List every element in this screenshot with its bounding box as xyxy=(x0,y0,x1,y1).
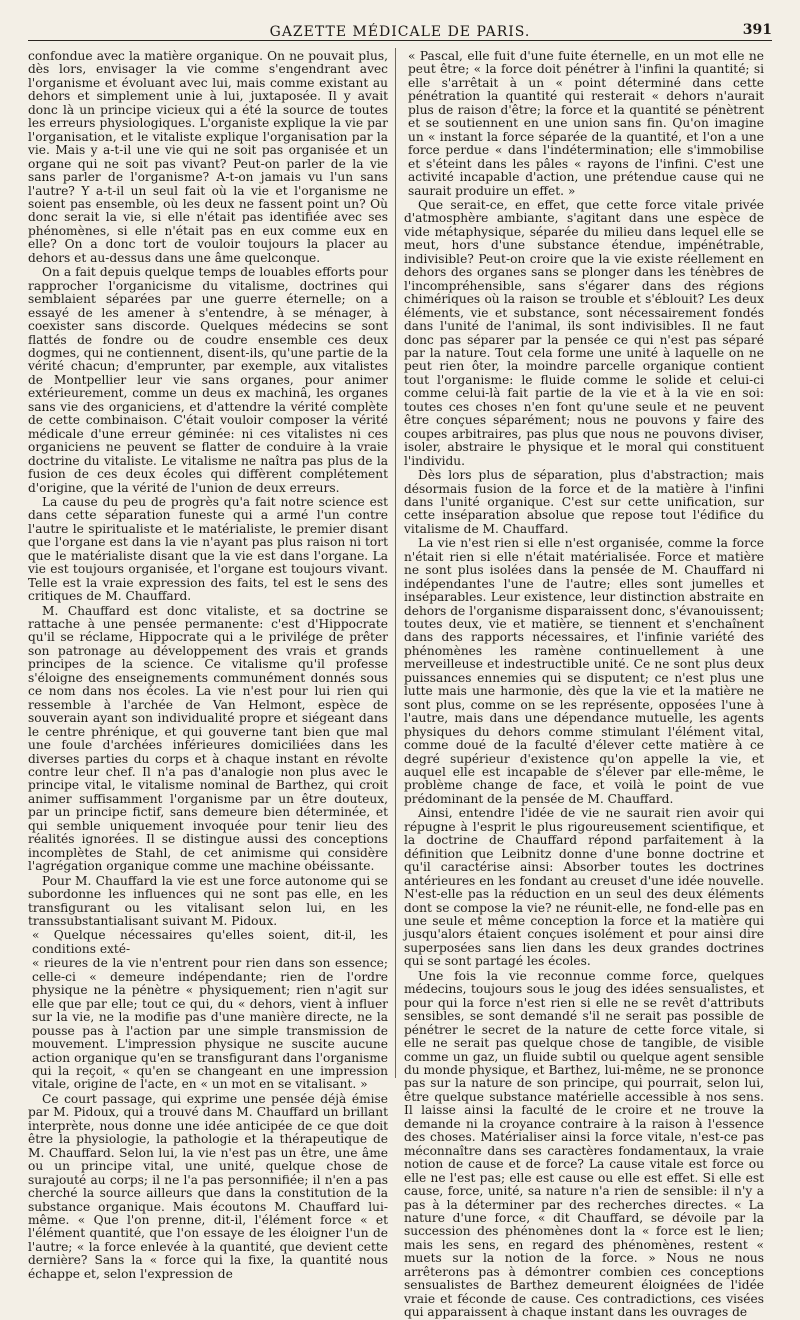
paragraph: confondue avec la matière organique. On ne pouvait plus, dès lors, envisager la vie comme s'engendrant avec l'organisme et évoluant avec lui, mais comme existant au dehors et simplement unie à lui, juxtaposée. Il y avait donc là un principe vicieux qui a été la source de toutes les erreurs physiologiques. L'organiste explique la vie par l'organisation, et le vitaliste explique l'organisation par la vie. Mais y a-t-il une vie qui ne soit pas organisée et un organe qui ne soit pas vivant? Peut-on parler de la vie sans parler de l'organisme? A-t-on jamais vu l'un sans l'autre? Y a-t-il un seul fait où la vie et l'organisme ne soient pas ensemble, où les deux ne fassent point un? Où donc serait la vie, si elle n'était pas identifiée avec ses phénomènes, si elle n'était pas en eux comme eux en elle? On a donc tort de vouloir toujours la placer au dehors et au-dessus dans une âme quelconque. xyxy=(28,49,388,265)
paragraph: Pour M. Chauffard la vie est une force autonome qui se subordonne les influences qui ne sont pas elle, en les transfigurant ou les vitalisant selon lui, en les transsubstantialisant suivant M. Pidoux. xyxy=(28,873,388,928)
quotation: « Quelque nécessaires qu'elles soient, dit-il, les conditions exté- xyxy=(32,928,388,956)
paragraph: On a fait depuis quelque temps de louables efforts pour rapprocher l'organicisme du vitalisme, doctrines qui semblaient séparées par une guerre éternelle; on a essayé de les amener à s'entendre, à se ménager, à coexister sans discorde. Quelques médecins se sont flattés de fondre ou de coudre ensemble ces deux dogmes, qui ne contiennent, disent-ils, qu'une partie de la vérité chacun; d'emprunter, par exemple, aux vitalistes de Montpellier leur vie sans organes, pour animer extérieurement, comme un deus ex machinâ, les organes sans vie des organiciens, et d'attendre la vérité complète de cette combinaison. C'était vouloir composer la vérité médicale d'une erreur géminée: ni ces vitalistes ni ces organiciens ne peuvent se flatter de conduire à la vraie doctrine du vitaliste. Le vitalisme ne naîtra pas plus de la fusion de ces deux écoles qui diffèrent complétement d'origine, que la vérité de l'union de deux erreurs. xyxy=(28,265,388,495)
paragraph: Ainsi, entendre l'idée de vie ne saurait rien avoir qui répugne à l'esprit le plus rigoureusement scientifique, et la doctrine de Chauffard répond parfaitement à la définition que Leibnitz donne d'une bonne doctrine et qu'il caractérise ainsi: Absorber toutes les doctrines antérieures en les fondant au creuset d'une idée nouvelle. N'est-elle pas la réduction en un seul des deux éléments dont se compose la vie? ne réunit-elle, ne fond-elle pas en une seule et même conception la force et la matière qui jusqu'alors étaient conçues isolément et pour ainsi dire superposées sans lien dans les deux grandes doctrines qui se sont partagé les écoles. xyxy=(404,806,764,969)
right-column xyxy=(404,49,764,1320)
paragraph: Ce court passage, qui exprime une pensée déjà émise par M. Pidoux, qui a trouvé dans M. Chauffard un brillant interprète, nous donne une idée anticipée de ce que doit être la physiologie, la pathologie et la thérapeutique de M. Chauffard. Selon lui, la vie n'est pas un être, une âme ou un principe vital, une unité, quelque chose de surajouté au corps; il ne l'a pas personnifiée; il n'en a pas cherché la source ailleurs que dans la constitution de la substance organique. Mais écoutons M. Chauffard lui-même. « Que l'on prenne, dit-il, l'élément force « et l'élément quantité, que l'on essaye de les éloigner l'un de l'autre; « la force enlevée à la quantité, que devient cette dernière? Sans la « force qui la fixe, la quantité nous échappe et, selon l'expression de xyxy=(28,1091,388,1281)
paragraph: La vie n'est rien si elle n'est organisée, comme la force n'était rien si elle n'était matérialisée. Force et matière ne sont plus isolées dans la pensée de M. Chauffard ni indépendantes l'une de l'autre; elles sont jumelles et inséparables. Leur existence, leur distinction abstraite en dehors de l'organisme disparaissent donc, s'évanouissent; toutes deux, vie et matière, se tiennent et s'enchaînent dans des rapports nécessaires, et l'infinie variété des phénomènes les ramène continuellement à une merveilleuse et indestructible unité. Ce ne sont plus deux puissances ennemies qui se disputent; ce n'est plus une lutte mais une harmonie, dès que la vie et la matière ne sont plus, comme on se les représente, opposées l'une à l'autre, mais dans une dépendance mutuelle, les agents physiques du dehors comme stimulant l'élément vital, comme doué de la faculté d'élever cette matière à ce degré supérieur d'existence qu'on appelle la vie, et auquel elle est incapable de s'élever par elle-même, le problème change de face, et voilà le point de vue prédominant de la pensée de M. Chauffard. xyxy=(404,536,764,806)
paragraph: Dès lors plus de séparation, plus d'abstraction; mais désormais fusion de la force et de la matière à l'infini dans l'unité organique. C'est sur cette unification, sur cette inséparation absolue que repose tout l'édifice du vitalisme de M. Chauffard. xyxy=(404,468,764,536)
paragraph: Une fois la vie reconnue comme force, quelques médecins, toujours sous le joug des idées sensualistes, et pour qui la force n'est rien si elle ne se revêt d'attributs sensibles, se sont demandé s'il ne serait pas possible de pénétrer le secret de la nature de cette force vitale, si elle ne serait pas quelque chose de tangible, de visible comme un gaz, un fluide subtil ou quelque agent sensible du monde physique, et Barthez, lui-même, ne se prononce pas sur la nature de son principe, qui pourrait, selon lui, être quelque substance matérielle accessible à nos sens. Il laisse ainsi la faculté de le croire et ne trouve la demande ni la croyance contraire à la raison à l'essence des choses. Matérialiser ainsi la force vitale, n'est-ce pas méconnaître dans ses caractères fondamentaux, la vraie notion de cause et de force? La cause vitale est force ou elle ne l'est pas; elle est cause ou elle est effet. Si elle est cause, force, unité, sa nature n'a rien de sensible: il n'y a pas à la déterminer par des recherches directes. « La nature d'une force, « dit Chauffard, se dévoile par la succession des phénomènes dont la « force est le lien; mais les sens, en regard des phénomènes, restent « muets sur la notion de la force. » Nous ne nous arrêterons pas à démontrer combien ces conceptions sensualistes de Barthez demeurent éloignées de l'idée vraie et féconde de cause. Ces contradictions, ces visées qui apparaissent à chaque instant dans les ouvrages de xyxy=(404,968,764,1320)
page-number: 391 xyxy=(742,22,772,38)
quotation: « Pascal, elle fuit d'une fuite éternelle, en un mot elle ne peut être; « la force doit pénétrer à l'infini la quantité; si elle s'arrêtait à un « point déterminé dans cette pénétration la quantité qui resterait « dehors n'aurait plus de raison d'être; la force et la quantité se pénètrent et se soutiennent en une union sans fin. Qu'on imagine un « instant la force séparée de la quantité, et l'on a une force perdue « dans l'indétermination; elle s'immobilise et s'éteint dans les pâles « rayons de l'infini. C'est une activité incapable d'action, une prétendue cause qui ne saurait produire un effet. » xyxy=(408,49,764,198)
left-column xyxy=(28,49,388,1281)
journal-title: GAZETTE MÉDICALE DE PARIS. xyxy=(269,24,531,40)
paragraph: La cause du peu de progrès qu'a fait notre science est dans cette séparation funeste qui a armé l'un contre l'autre le spiritualiste et le matérialiste, le premier disant que l'organe est dans la vie n'ayant pas plus raison ni tort que le matérialiste disant que la vie est dans l'organe. La vie est toujours organisée, et l'organe est toujours vivant. Telle est la vraie expression des faits, tel est le sens des critiques de M. Chauffard. xyxy=(28,494,388,604)
paragraph: M. Chauffard est donc vitaliste, et sa doctrine se rattache à une pensée permanente: c'est d'Hippocrate qu'il se réclame, Hippocrate qui a le privilége de prêter son patronage au développement des vrais et grands principes de la science. Ce vitalisme qu'il professe s'éloigne des enseignements communément donnés sous ce nom dans nos écoles. La vie n'est pour lui rien qui ressemble à l'archée de Van Helmont, espèce de souverain ayant son individualité propre et siégeant dans le centre phrénique, et qui gouverne tant bien que mal une foule d'archées inférieures domiciliées dans les diverses parties du corps et à chaque instant en révolte contre leur chef. Il n'a pas d'analogie non plus avec le principe vital, le vitalisme nominal de Barthez, qui croit animer suffisamment l'organisme par un être douteux, par un principe fictif, sans demeure bien déterminée, et qui semble uniquement invoquée pour tenir lieu des réalités ignorées. Il se distingue aussi des conceptions incomplètes de Stahl, de cet animisme qui considère l'agrégation organique comme une machine obéissante. xyxy=(28,603,388,874)
column-divider xyxy=(395,48,396,1078)
page-header xyxy=(28,14,772,41)
paragraph: Que serait-ce, en effet, que cette force vitale privée d'atmosphère ambiante, s'agitant dans une espèce de vide métaphysique, séparée du milieu dans lequel elle se meut, hors d'une substance étendue, impénétrable, indivisible? Peut-on croire que la vie existe réellement en dehors des organes sans se plonger dans les ténèbres de l'incompréhensible, sans s'égarer dans des régions chimériques où la raison se trouble et s'éblouit? Les deux éléments, vie et substance, sont nécessairement fondés dans l'unité de l'animal, ils sont indivisibles. Il ne faut donc pas séparer par la pensée ce qui n'est pas séparé par la nature. Tout cela forme une unité à laquelle on ne peut rien ôter, la moindre parcelle organique contient tout l'organisme: le fluide comme le solide et celui-ci comme celui-là fait partie de la vie et à la vie en soi: toutes ces choses n'en font qu'une seule et ne peuvent être conçues séparément; nous ne pouvons y faire des coupes arbitraires, pas plus que nous ne pouvons diviser, isoler, abstraire le physique et le moral qui constituent l'individu. xyxy=(404,197,764,468)
quotation: « rieures de la vie n'entrent pour rien dans son essence; celle-ci « demeure indépendante; rien de l'ordre physique ne la pénètre « physiquement; rien n'agit sur elle que par elle; tout ce qui, du « dehors, vient à influer sur la vie, ne la modifie pas d'une manière directe, ne la pousse pas à l'action par une simple transmission de mouvement. L'impression physique ne suscite aucune action organique qu'en se transfigurant dans l'organisme qui la reçoit, « qu'en se changeant en une impression vitale, origine de l'acte, en « un mot en se vitalisant. » xyxy=(32,956,388,1092)
